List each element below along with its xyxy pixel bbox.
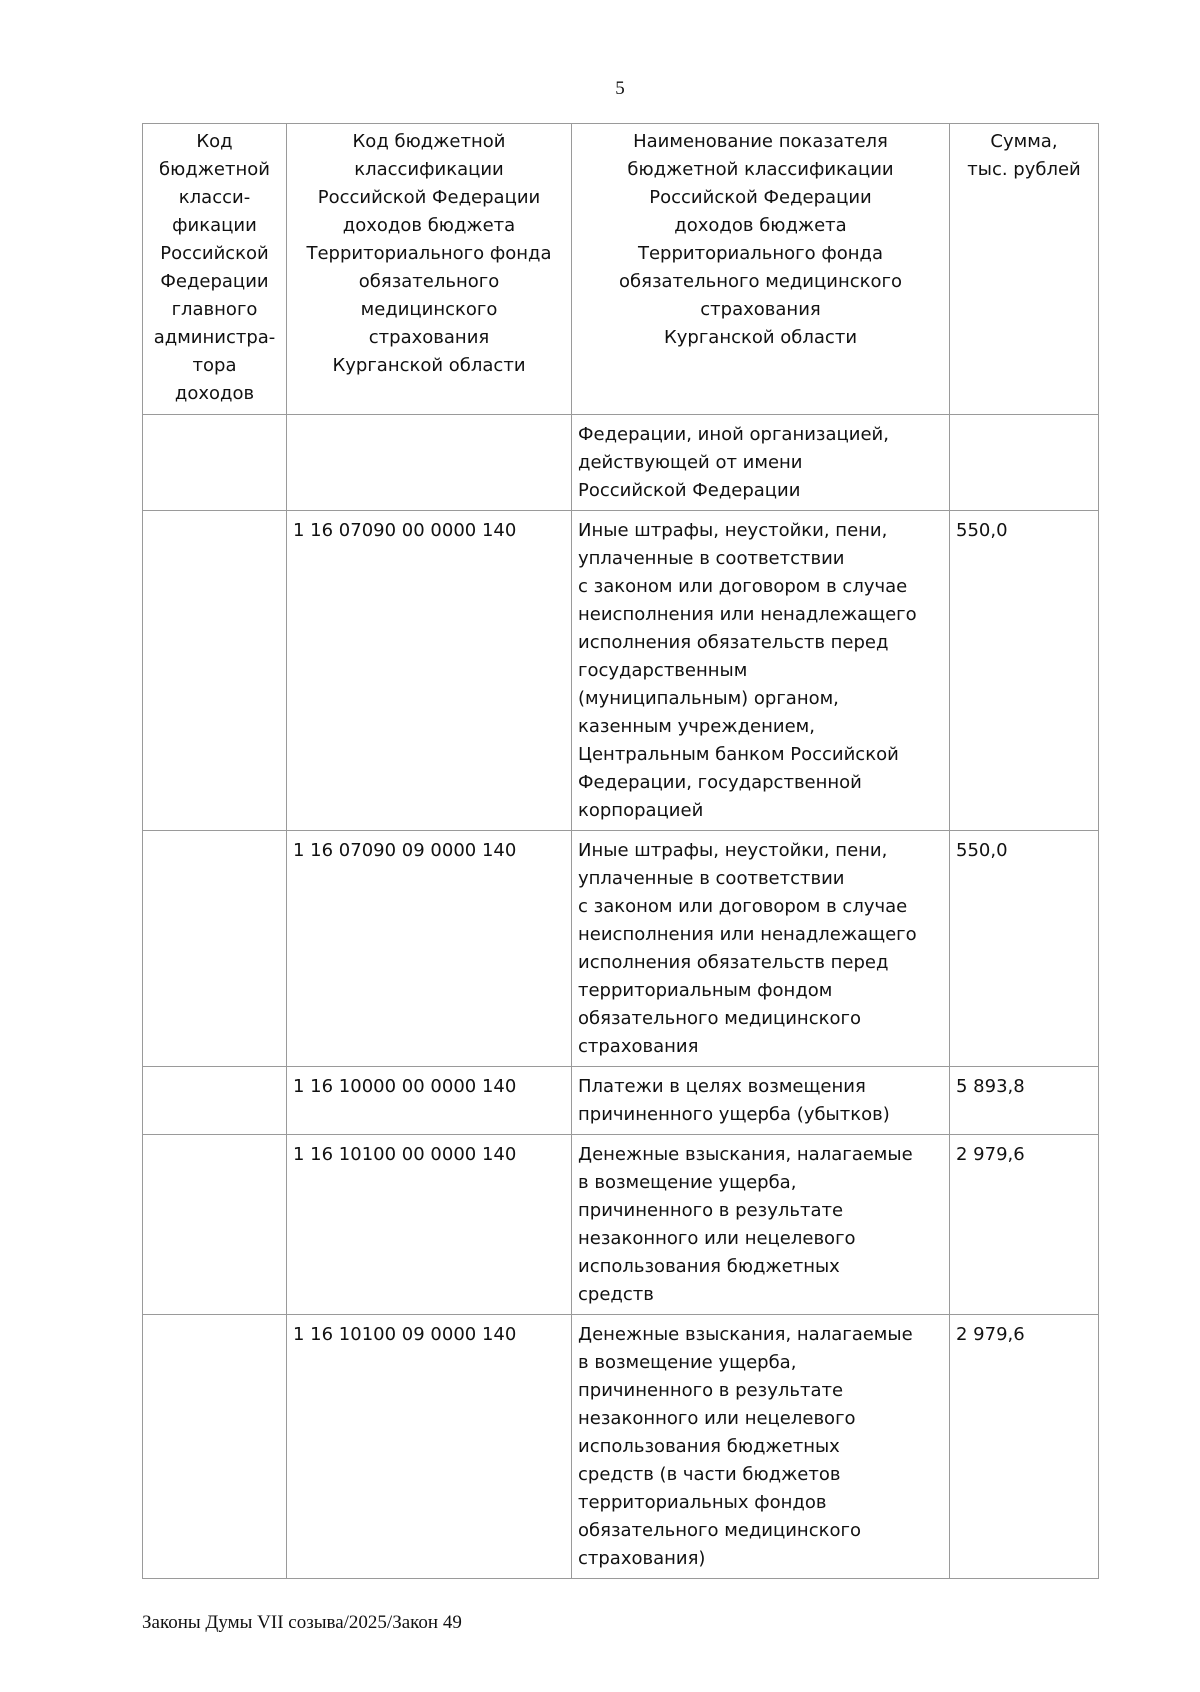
admin-code-cell (143, 1315, 287, 1579)
sum-cell (950, 415, 1099, 511)
indicator-name-cell: Платежи в целях возмещения причиненного ущерба (убытков) (572, 1067, 950, 1135)
indicator-name-cell: Иные штрафы, неустойки, пени, уплаченные в соответствии с законом или договором в случае неисполнения или ненадлежащего исполнения обязательств перед территориальным фондом обязательного медицинского страхования (572, 831, 950, 1067)
admin-code-cell (143, 1067, 287, 1135)
classification-code-cell: 1 16 10100 00 0000 140 (287, 1135, 572, 1315)
header-sum: Сумма, тыс. рублей (950, 124, 1099, 415)
sum-cell: 550,0 (950, 831, 1099, 1067)
classification-code-cell: 1 16 07090 00 0000 140 (287, 511, 572, 831)
sum-cell: 2 979,6 (950, 1315, 1099, 1579)
sum-cell: 5 893,8 (950, 1067, 1099, 1135)
table-row (143, 831, 1099, 1067)
indicator-name-cell: Денежные взыскания, налагаемые в возмещение ущерба, причиненного в результате незаконного или нецелевого использования бюджетных средств (в части бюджетов территориальных фондов обязательного медицинского страхования) (572, 1315, 950, 1579)
table-row (143, 415, 1099, 511)
sum-cell: 550,0 (950, 511, 1099, 831)
table-header-row (143, 124, 1099, 415)
header-admin-code: Код бюджетной класси- фикации Российской Федерации главного администра- тора доходов (143, 124, 287, 415)
indicator-name-cell: Денежные взыскания, налагаемые в возмещение ущерба, причиненного в результате незаконного или нецелевого использования бюджетных средств (572, 1135, 950, 1315)
indicator-name-cell: Иные штрафы, неустойки, пени, уплаченные в соответствии с законом или договором в случае неисполнения или ненадлежащего исполнения обязательств перед государственным (муниципальным) органом, казенным учреждением, Центральным банком Российской Федерации, государственной корпорацией (572, 511, 950, 831)
admin-code-cell (143, 415, 287, 511)
classification-code-cell: 1 16 07090 09 0000 140 (287, 831, 572, 1067)
admin-code-cell (143, 831, 287, 1067)
table-row (143, 1315, 1099, 1579)
classification-code-cell: 1 16 10100 09 0000 140 (287, 1315, 572, 1579)
admin-code-cell (143, 511, 287, 831)
indicator-name-cell: Федерации, иной организацией, действующей от имени Российской Федерации (572, 415, 950, 511)
table-row (143, 1067, 1099, 1135)
table-row (143, 1135, 1099, 1315)
classification-code-cell (287, 415, 572, 511)
document-footer: Законы Думы VII созыва/2025/Закон 49 (142, 1612, 462, 1633)
budget-revenue-table (142, 123, 1099, 1579)
header-indicator-name: Наименование показателя бюджетной классификации Российской Федерации доходов бюджета Территориального фонда обязательного медицинского страхования Курганской области (572, 124, 950, 415)
header-classification-code: Код бюджетной классификации Российской Федерации доходов бюджета Территориального фонда обязательного медицинского страхования Курганской области (287, 124, 572, 415)
sum-cell: 2 979,6 (950, 1135, 1099, 1315)
page-number: 5 (615, 78, 625, 99)
classification-code-cell: 1 16 10000 00 0000 140 (287, 1067, 572, 1135)
table-row (143, 511, 1099, 831)
admin-code-cell (143, 1135, 287, 1315)
